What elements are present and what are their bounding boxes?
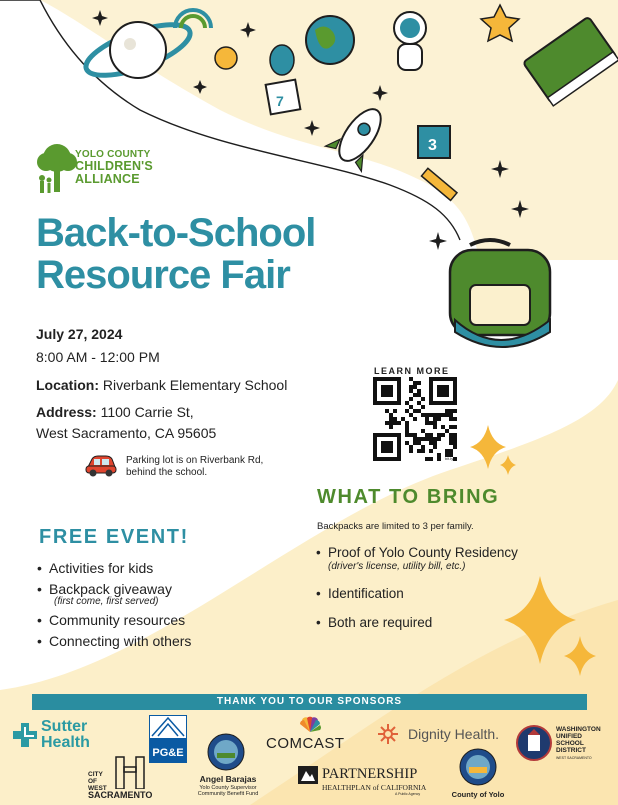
county-seal-icon — [459, 748, 497, 786]
ws-line3: WEST — [88, 785, 107, 792]
parking-line2: behind the school. — [126, 467, 208, 478]
list-item — [316, 615, 586, 630]
sutter-line1: Sutter — [41, 718, 88, 735]
backpack-limit-note: Backpacks are limited to 3 per family. — [317, 521, 474, 532]
list-item-text: • Activities for kids — [49, 560, 154, 576]
sponsor-comcast: COMCAST — [266, 735, 345, 752]
organization-name — [75, 149, 153, 186]
list-item-text: • Community resources — [49, 612, 186, 628]
org-line2: CHILDREN'S — [75, 159, 153, 173]
org-line1: YOLO COUNTY — [75, 149, 151, 160]
parking-line1: Parking lot is on Riverbank Rd, — [126, 455, 264, 466]
wusd-line3: SCHOOL — [556, 740, 584, 747]
partnership-icon — [298, 766, 318, 784]
list-item-text: • Both are required — [328, 615, 433, 630]
angel-sub-line1: Yolo County Supervisor — [199, 785, 257, 791]
supervisor-seal-icon — [207, 733, 245, 771]
angel-sub-line2: Community Benefit Fund — [197, 791, 259, 797]
backpack-icon — [450, 240, 550, 347]
free-event-heading: FREE EVENT! — [39, 526, 189, 548]
org-line3: ALLIANCE — [75, 172, 140, 186]
sutter-cross-icon — [12, 722, 38, 748]
svg-text:3: 3 — [428, 137, 437, 154]
list-item — [316, 586, 586, 601]
list-item — [37, 633, 277, 649]
sponsor-sutter-health — [41, 719, 90, 751]
pge-logo-icon — [150, 716, 186, 738]
pge-label: PG&E — [152, 747, 184, 759]
qr-label: LEARN MORE — [374, 366, 450, 376]
ws-line2: OF — [88, 778, 98, 785]
peacock-icon — [299, 716, 321, 732]
event-location — [36, 377, 287, 393]
qr-caption: bit.ly — [445, 456, 454, 461]
address-line1: 1100 Carrie St, — [100, 404, 194, 420]
sponsor-county-of-yolo: County of Yolo — [451, 790, 505, 799]
wusd-line4: DISTRICT — [556, 747, 586, 754]
title-line1: Back-to-School — [36, 211, 316, 255]
list-item — [37, 612, 277, 628]
wusd-subtitle: WEST SACRAMENTO — [556, 756, 592, 760]
wusd-seal-icon — [516, 725, 552, 761]
what-to-bring-heading: WHAT TO BRING — [317, 486, 500, 508]
sponsor-partnership: PARTNERSHIP — [322, 766, 418, 782]
address-line2: West Sacramento, CA 95605 — [36, 425, 217, 441]
angel-subtitle — [190, 785, 266, 797]
event-address — [36, 404, 194, 420]
car-icon — [84, 453, 118, 477]
event-date: July 27, 2024 — [36, 326, 123, 342]
what-to-bring-list — [316, 545, 586, 644]
list-item — [316, 545, 586, 572]
svg-text:7: 7 — [276, 93, 284, 109]
tower-bridge-icon — [110, 753, 150, 789]
sponsor-west-sacramento — [88, 771, 107, 792]
list-item — [37, 581, 277, 607]
page-title — [36, 212, 315, 296]
address-label: Address: — [36, 404, 97, 420]
partnership-tagline: A Public Agency — [395, 792, 421, 796]
list-item-text: • Connecting with others — [49, 633, 192, 649]
dignity-flower-icon — [373, 722, 403, 746]
title-line2: Resource Fair — [36, 253, 290, 297]
event-time: 8:00 AM - 12:00 PM — [36, 349, 160, 365]
location-value: Riverbank Elementary School — [102, 377, 288, 393]
list-item-text: • Proof of Yolo County Residency — [328, 545, 518, 560]
sponsor-dignity-health: Dignity Health. — [408, 726, 500, 742]
list-item-text: • Backpack giveaway — [49, 581, 172, 597]
ws-city-name: SACRAMENTO — [88, 790, 153, 800]
sponsor-angel-barajas: Angel Barajas — [199, 774, 257, 784]
free-event-list — [37, 560, 277, 654]
wusd-line2: UNIFIED — [556, 733, 582, 740]
sponsors-heading: THANK YOU TO OUR SPONSORS — [32, 694, 587, 710]
wusd-line1: WASHINGTON — [556, 726, 601, 733]
partnership-subtitle: HEALTHPLAN of CALIFORNIA — [322, 783, 427, 792]
list-item — [37, 560, 277, 576]
qr-code[interactable] — [373, 377, 457, 461]
sutter-line2: Health — [41, 734, 90, 751]
list-item-subtext: (first come, first served) — [54, 596, 159, 607]
parking-note — [126, 455, 263, 479]
list-item-subtext: (driver's license, utility bill, etc.) — [328, 561, 466, 572]
sponsor-wusd — [556, 726, 601, 754]
list-item-text: • Identification — [328, 586, 404, 601]
ws-line1: CITY — [88, 771, 103, 778]
location-label: Location: — [36, 377, 99, 393]
